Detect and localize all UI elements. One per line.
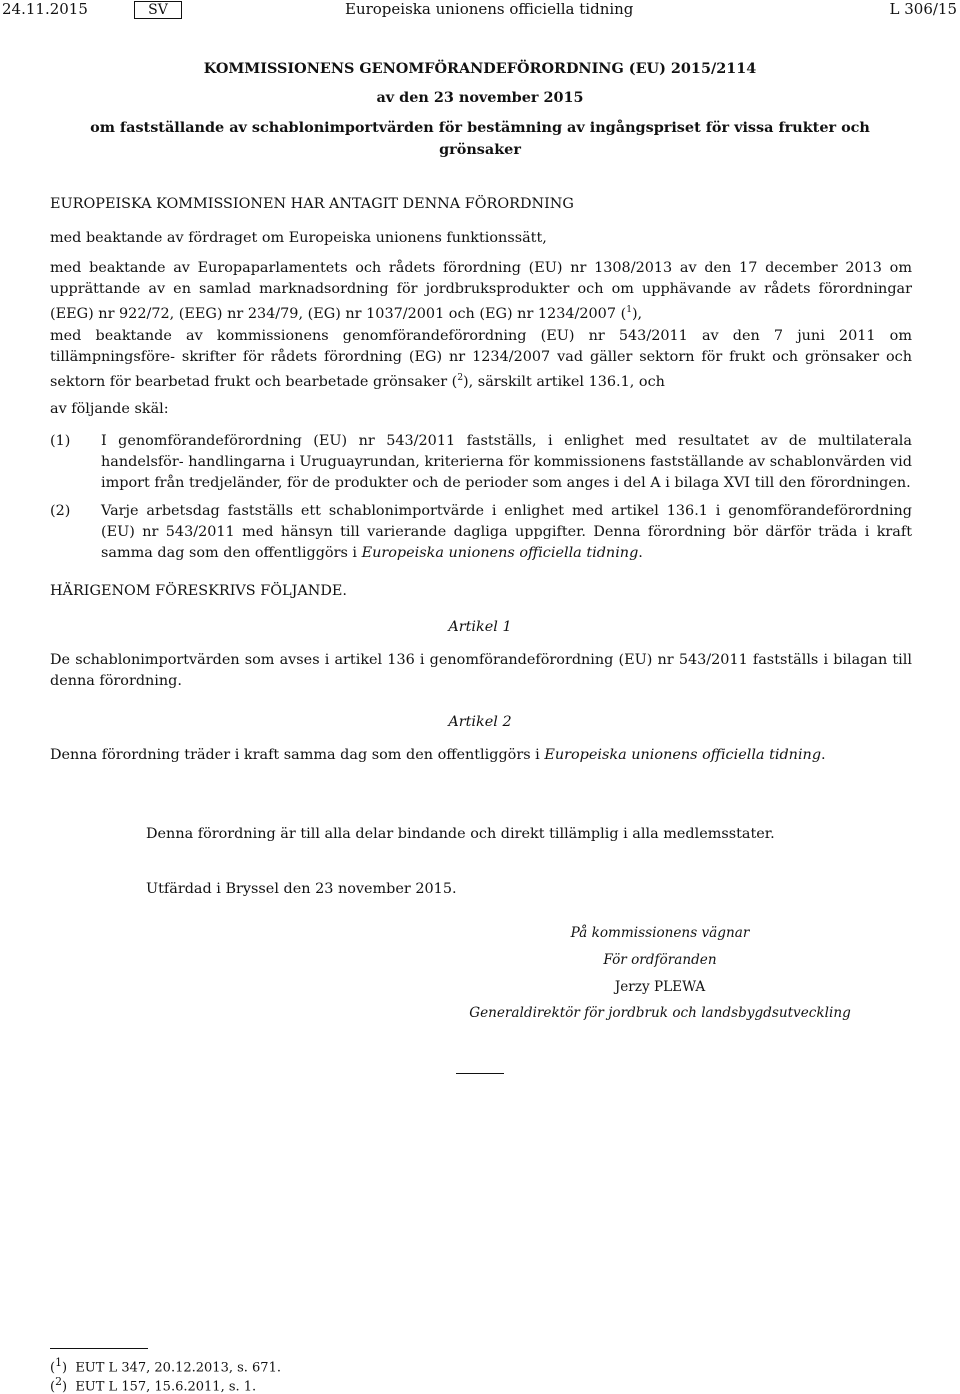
regulation-subject-line1: om fastställande av schablonimportvärden för bestämning av ingångspriset för vissa frukter och <box>90 119 870 136</box>
header-date: 24.11.2015 <box>2 0 88 18</box>
recital-text-2: Varje arbetsdag fastställs ett schablonimportvärde i enlighet med artikel 136.1 i genomförandeförordning (EU) nr 543/2011 med hänsyn till varierande dagliga uppgifter. Denna förordning bör därför träda i kraft samma dag som den offentliggörs i Europeiska unionens officiella tidning. <box>101 503 912 561</box>
enacting-formula: HÄRIGENOM FÖRESKRIVS FÖLJANDE. <box>50 583 347 599</box>
footnote-separator <box>50 1348 148 1349</box>
footnote-2: ($^2$) EUT L 157, 15.6.2011, s. 1. <box>50 1375 257 1394</box>
article-2-heading: Artikel 2 <box>448 714 512 730</box>
preamble-citation-1: med beaktande av fördraget om Europeiska unionens funktionssätt, <box>50 230 547 246</box>
regulation-subject-line2: grönsaker <box>439 141 521 158</box>
language-badge: SV <box>134 1 182 19</box>
article-2-text: Denna förordning träder i kraft samma dag som den offentliggörs i Europeiska unionens officiella tidning. <box>50 747 826 763</box>
done-at: Utfärdad i Bryssel den 23 november 2015. <box>146 881 457 897</box>
article-1-text: De schablonimportvärden som avses i artikel 136 i genomförandeförordning (EU) nr 543/2011 fastställs i bilagan till denna förordning. <box>50 652 912 689</box>
recital-text-1: I genomförandeförordning (EU) nr 543/2011 fastställs, i enlighet med resultatet av de multilaterala handelsför- handlingarna i Uruguayrundan, kriterierna för kommissionens fastställande av schablonvärden vid import från tredjeländer, för de produkter och de perioder som anges i del A i bilaga XVI till den förordningen. <box>101 433 912 491</box>
article-1-heading: Artikel 1 <box>448 619 512 635</box>
regulation-title: KOMMISSIONENS GENOMFÖRANDEFÖRORDNING (EU) 2015/2114 <box>203 60 757 77</box>
page-number: L 306/15 <box>889 0 957 18</box>
preamble-citation-3: med beaktande av kommissionens genomförandeförordning (EU) nr 543/2011 av den 7 juni 2011 om tillämpningsföre- skrifter för rådets förordning (EG) nr 1234/2007 vad gäller sektorn för frukt och grönsaker och sektorn för bearbetad frukt och bearbetade grönsaker ($^2$), särskilt artikel 136.1, och <box>50 328 912 390</box>
signature-title: Generaldirektör för jordbruk och landsbygdsutveckling <box>469 1005 851 1021</box>
footnote-ref-1[interactable]: 1 <box>626 305 632 315</box>
signature-for-president: För ordföranden <box>603 952 717 968</box>
footnote-1: ($^1$) EUT L 347, 20.12.2013, s. 671. <box>50 1356 281 1376</box>
journal-title: Europeiska unionens officiella tidning <box>345 0 634 18</box>
regulation-date: av den 23 november 2015 <box>376 89 584 106</box>
signature-on-behalf: På kommissionens vägnar <box>570 925 750 941</box>
recital-number-1: (1) <box>50 433 71 449</box>
binding-clause: Denna förordning är till alla delar bindande och direkt tillämplig i alla medlemsstater. <box>146 826 775 842</box>
recital-number-2: (2) <box>50 503 71 519</box>
preamble-citation-2: med beaktande av Europaparlamentets och rådets förordning (EU) nr 1308/2013 av den 17 december 2013 om upprättande av en samlad marknadsordning för jordbruksprodukter och om upphävande av rådets förordningar (EEG) nr 922/72, (EEG) nr 234/79, (EG) nr 1037/2001 och (EG) nr 1234/2007 ($^1$), <box>50 260 912 322</box>
signature-name: Jerzy PLEWA <box>614 979 706 995</box>
preamble-intro: EUROPEISKA KOMMISSIONEN HAR ANTAGIT DENNA FÖRORDNING <box>50 196 574 212</box>
end-rule <box>456 1073 504 1074</box>
footnote-ref-2[interactable]: 2 <box>457 373 464 383</box>
preamble-whereas: av följande skäl: <box>50 401 169 417</box>
